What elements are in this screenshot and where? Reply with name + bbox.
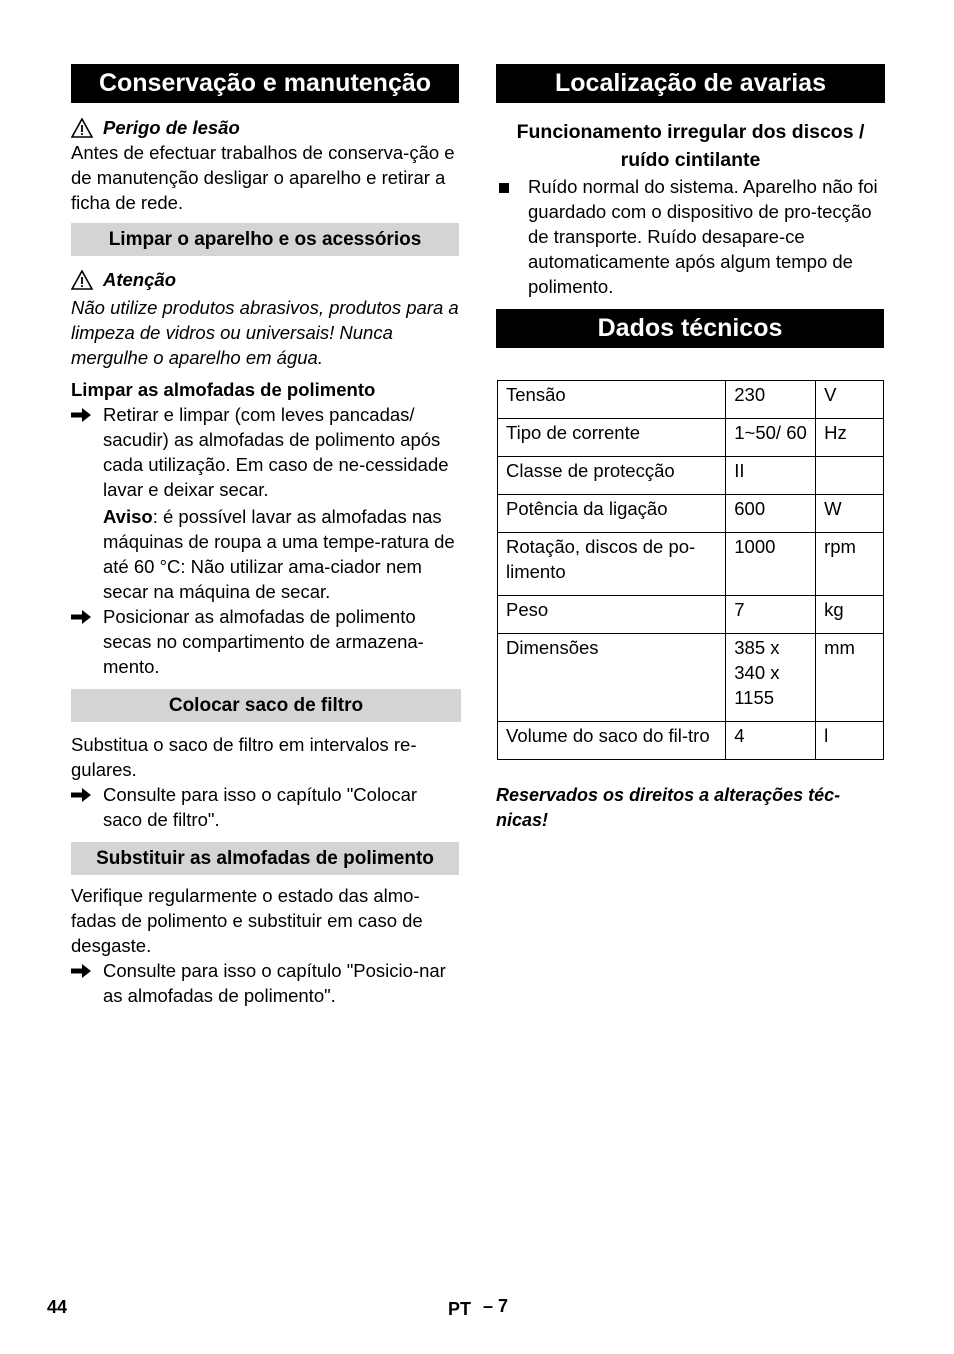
bullet-square-icon xyxy=(499,183,509,193)
right-column xyxy=(496,64,885,833)
tech-cell-value: 7 xyxy=(726,596,816,634)
tech-row xyxy=(498,533,884,596)
tech-cell-value: II xyxy=(726,457,816,495)
attention-warning xyxy=(71,267,459,292)
tech-cell-label: Volume do saco do fil-tro xyxy=(498,722,726,760)
attention-title: Atenção xyxy=(103,269,176,290)
filter-step-text: Consulte para isso o capítulo "Colocar saco de filtro". xyxy=(103,784,418,830)
pads-step-2 xyxy=(71,604,459,679)
danger-title: Perigo de lesão xyxy=(103,117,240,138)
tech-cell-label: Tipo de corrente xyxy=(498,419,726,457)
tech-cell-unit: Hz xyxy=(816,419,884,457)
filter-text: Substitua o saco de filtro em intervalos re-gulares. xyxy=(71,734,417,780)
pads-step-2-text: Posicionar as almofadas de polimento secas no compartimento de armazena-mento. xyxy=(103,606,424,677)
tech-cell-value: 1~50/ 60 xyxy=(726,419,816,457)
tech-cell-value: 4 xyxy=(726,722,816,760)
danger-warning xyxy=(71,115,459,140)
tech-cell-unit: l xyxy=(816,722,884,760)
tech-row xyxy=(498,596,884,634)
tech-cell-label: Dimensões xyxy=(498,634,726,722)
warning-triangle-icon xyxy=(71,270,93,290)
technical-changes-note: Reservados os direitos a alterações téc-nicas! xyxy=(496,785,841,830)
tech-cell-unit: kg xyxy=(816,596,884,634)
tech-cell-value: 600 xyxy=(726,495,816,533)
tech-row xyxy=(498,457,884,495)
tech-cell-value: 385 x 340 x 1155 xyxy=(726,634,816,722)
subsection-heading-clean: Limpar o aparelho e os acessórios xyxy=(71,223,459,256)
notice-label: Aviso xyxy=(103,506,153,527)
arrow-right-icon xyxy=(71,788,91,802)
replace-text: Verifique regularmente o estado das almo-fadas de polimento e substituir em caso de desgaste. xyxy=(71,885,423,956)
fault-text: Ruído normal do sistema. Aparelho não foi guardado com o dispositivo de pro-tecção de transporte. Ruído desapare-ce automaticamente após algum tempo de polimento. xyxy=(528,176,878,297)
tech-row xyxy=(498,381,884,419)
section-heading-maintenance: Conservação e manutenção xyxy=(71,64,459,103)
page-number: 44 xyxy=(47,1297,68,1317)
attention-text: Não utilize produtos abrasivos, produtos para a limpeza de vidros ou universais! Nunca mergulhe o aparelho em água. xyxy=(71,297,459,368)
subsection-heading-replace: Substituir as almofadas de polimento xyxy=(71,842,459,875)
section-heading-tech-data: Dados técnicos xyxy=(496,309,884,348)
tech-cell-unit: W xyxy=(816,495,884,533)
notice-text: : é possível lavar as almofadas nas máquinas de roupa a uma tempe-ratura de até 60 °C: Não utilizar ama-ciador nem secar na máquina de secar. xyxy=(103,506,455,602)
tech-cell-label: Peso xyxy=(498,596,726,634)
tech-cell-unit: V xyxy=(816,381,884,419)
footer-language: PT xyxy=(448,1299,472,1319)
fault-subheading: Funcionamento irregular dos discos / ruído cintilante xyxy=(516,121,865,171)
tech-row xyxy=(498,419,884,457)
tech-data-table xyxy=(497,380,884,760)
pads-subheading: Limpar as almofadas de polimento xyxy=(71,379,376,400)
arrow-right-icon xyxy=(71,408,91,422)
fault-item xyxy=(496,174,885,299)
tech-cell-unit: rpm xyxy=(816,533,884,596)
subsection-heading-filter: Colocar saco de filtro xyxy=(71,689,461,722)
warning-triangle-icon xyxy=(71,118,93,138)
tech-cell-value: 1000 xyxy=(726,533,816,596)
tech-cell-label: Potência da ligação xyxy=(498,495,726,533)
arrow-right-icon xyxy=(71,964,91,978)
tech-row xyxy=(498,722,884,760)
section-heading-troubleshooting: Localização de avarias xyxy=(496,64,885,103)
arrow-right-icon xyxy=(71,610,91,624)
danger-text: Antes de efectuar trabalhos de conserva-ção e de manutenção desligar o aparelho e retirar a ficha de rede. xyxy=(71,142,455,213)
tech-cell-value: 230 xyxy=(726,381,816,419)
footer-section: – 7 xyxy=(483,1296,509,1316)
pads-notice xyxy=(71,504,459,604)
tech-cell-label: Tensão xyxy=(498,381,726,419)
replace-step xyxy=(71,958,459,1008)
tech-cell-unit xyxy=(816,457,884,495)
replace-step-text: Consulte para isso o capítulo "Posicio-nar as almofadas de polimento". xyxy=(103,960,446,1006)
filter-step xyxy=(71,782,459,832)
tech-row xyxy=(498,495,884,533)
tech-row xyxy=(498,634,884,722)
tech-cell-unit: mm xyxy=(816,634,884,722)
pads-step-1-text: Retirar e limpar (com leves pancadas/ sacudir) as almofadas de polimento após cada utilização. Em caso de ne-cessidade lavar e deixar secar. xyxy=(103,404,449,500)
tech-cell-label: Classe de protecção xyxy=(498,457,726,495)
tech-cell-label: Rotação, discos de po-limento xyxy=(498,533,726,596)
left-column xyxy=(71,64,459,1008)
pads-step-1 xyxy=(71,402,459,502)
